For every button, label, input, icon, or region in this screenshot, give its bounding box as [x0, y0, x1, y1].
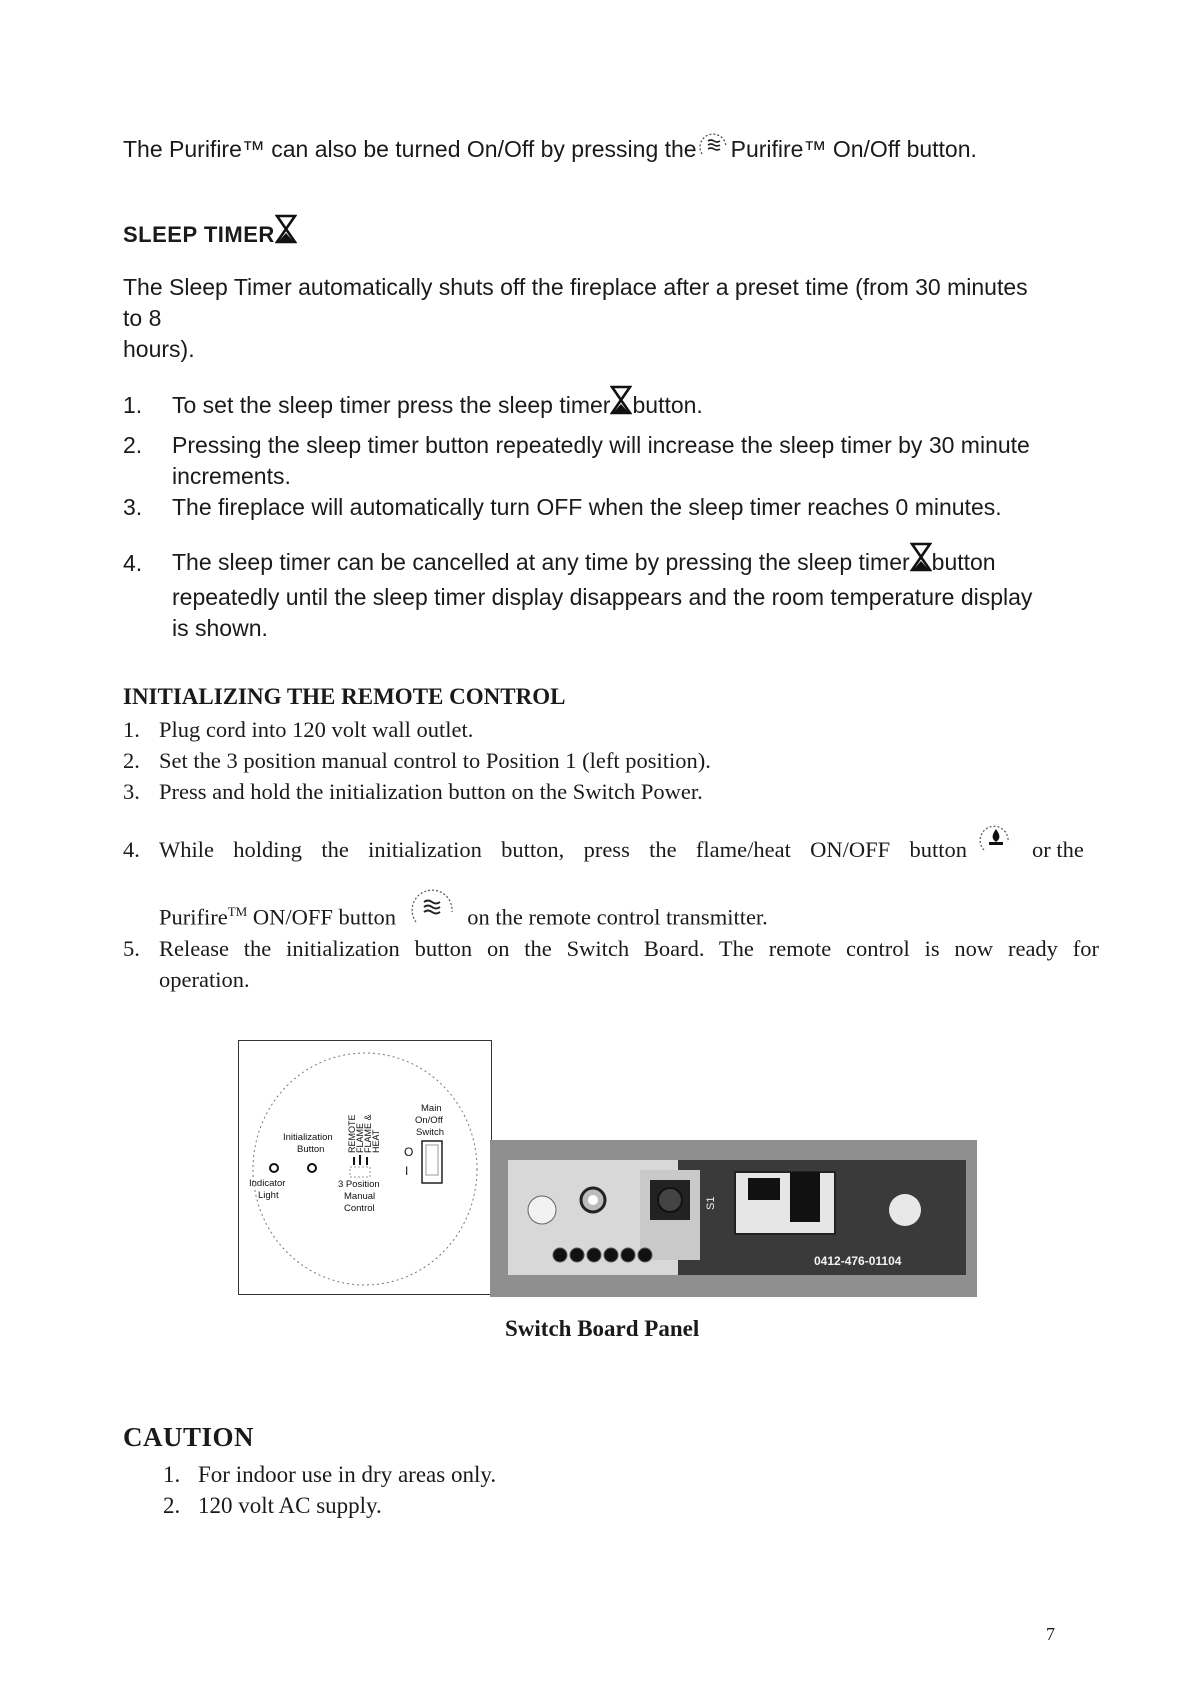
step-line-2 — [159, 896, 768, 933]
step-text-a: To set the sleep timer press the sleep timer — [172, 392, 611, 418]
slide-switch-knob — [748, 1178, 780, 1200]
main-switch-knob — [790, 1172, 820, 1222]
position-label-3: Control — [344, 1203, 375, 1214]
position-switch-outline — [350, 1167, 370, 1177]
step-text-b: button. — [632, 392, 703, 418]
step-number: 1. — [123, 717, 140, 742]
hourglass-icon — [275, 214, 297, 244]
step-text — [172, 544, 1102, 644]
init-button-label-1: Initialization — [283, 1132, 333, 1143]
step-line: repeatedly until the sleep timer display disappears and the room temperature display — [172, 584, 1033, 610]
purifire-line-after: Purifire™ On/Off button. — [730, 136, 977, 162]
step-line: Pressing the sleep timer button repeatedly will increase the sleep timer by 30 minute — [172, 432, 1030, 458]
remote-label: REMOTE — [347, 1114, 357, 1153]
indicator-label-1: Indicator — [249, 1178, 286, 1189]
position-label-1: 3 Position — [338, 1179, 380, 1190]
flame-heat-icon — [978, 820, 1014, 858]
caution-text: 120 volt AC supply. — [198, 1493, 382, 1518]
init-heading: INITIALIZING THE REMOTE CONTROL — [123, 684, 566, 709]
pin — [587, 1248, 601, 1262]
step-text: Set the 3 position manual control to Position 1 (left position). — [159, 748, 711, 773]
step-text — [159, 933, 1099, 995]
diagram-outline — [253, 1053, 477, 1285]
step-number: 2. — [123, 432, 143, 458]
step-line: is shown. — [172, 615, 268, 641]
main-switch-label-1: Main — [421, 1103, 442, 1114]
sleep-timer-heading — [123, 222, 297, 248]
init-button-circle — [308, 1164, 316, 1172]
step-text-b: button — [931, 549, 996, 575]
step-number: 1. — [123, 392, 143, 418]
caution-text: For indoor use in dry areas only. — [198, 1462, 497, 1487]
step-number: 3. — [123, 494, 143, 520]
step-number: 4. — [123, 837, 140, 862]
flame-label: FLAME — [355, 1122, 365, 1153]
sleep-desc-line: hours). — [123, 336, 195, 362]
main-switch-label-2: On/Off — [415, 1115, 443, 1126]
switch-o-label: O — [404, 1145, 414, 1159]
indicator-light-circle — [270, 1164, 278, 1172]
mount-hole — [528, 1196, 556, 1224]
purifire-icon — [408, 884, 460, 930]
step-line: operation. — [159, 967, 250, 992]
step-text — [159, 834, 967, 865]
sleep-timer-heading-text: SLEEP TIMER — [123, 222, 275, 247]
initialization-push-button — [658, 1188, 682, 1212]
position-switch-mark — [354, 1155, 367, 1165]
step-text — [172, 430, 1102, 492]
page-number: 7 — [1046, 1624, 1055, 1644]
pin — [570, 1248, 584, 1262]
step-number: 2. — [123, 748, 140, 773]
mount-hole-right — [889, 1194, 921, 1226]
figure-caption: Switch Board Panel — [505, 1316, 700, 1341]
caution-heading: CAUTION — [123, 1422, 255, 1452]
indicator-label-2: Light — [258, 1190, 279, 1201]
hourglass-icon — [910, 542, 932, 572]
position-label-2: Manual — [344, 1191, 376, 1202]
board-code: 0412-476-01104 — [814, 1254, 902, 1268]
hourglass-icon — [610, 385, 632, 415]
purifire-line-before: The Purifire™ can also be turned On/Off by pressing the — [123, 136, 697, 162]
main-switch-outline — [422, 1141, 442, 1183]
diagram-svg — [239, 1041, 491, 1294]
step-number: 3. — [123, 779, 140, 804]
caution-number: 1. — [163, 1462, 181, 1487]
purifire-icon — [697, 129, 731, 159]
heat-label: HEAT — [371, 1129, 381, 1153]
sleep-desc-line: to 8 — [123, 305, 162, 331]
step-text: Plug cord into 120 volt wall outlet. — [159, 717, 474, 742]
caution-number: 2. — [163, 1493, 181, 1518]
main-switch-slider — [426, 1145, 438, 1175]
step-line: Release the initialization button on the Switch Board. The remote control is now ready for — [159, 936, 1099, 961]
pin — [638, 1248, 652, 1262]
board-s1-label: S1 — [705, 1196, 717, 1210]
flame-heat-label: FLAME & — [363, 1114, 373, 1153]
step-line: While holding the initialization button, press the flame/heat ON/OFF button — [159, 837, 967, 862]
purifire-line — [123, 136, 977, 163]
pin — [604, 1248, 618, 1262]
switch-board-photo — [490, 1140, 977, 1297]
step-line-end: or the — [1032, 837, 1084, 862]
trademark: TM — [227, 904, 248, 919]
pin — [553, 1248, 567, 1262]
sleep-desc-line: The Sleep Timer automatically shuts off the fireplace after a preset time (from 30 minutes — [123, 274, 1028, 300]
step-number: 4. — [123, 550, 143, 576]
indicator-led-highlight — [588, 1195, 598, 1205]
step-text: Press and hold the initialization button on the Switch Power. — [159, 779, 703, 804]
step-line: increments. — [172, 463, 291, 489]
board-photo-svg — [490, 1140, 977, 1297]
step-text — [172, 390, 1102, 421]
step-text-a: The sleep timer can be cancelled at any time by pressing the sleep timer — [172, 549, 910, 575]
step-text: The fireplace will automatically turn OFF when the sleep timer reaches 0 minutes. — [172, 494, 1002, 520]
onoff-button-text: ON/OFF button — [252, 904, 397, 930]
pin — [621, 1248, 635, 1262]
step-text-c: on the remote control transmitter. — [467, 904, 768, 930]
main-switch-label-3: Switch — [416, 1127, 444, 1138]
init-button-label-2: Button — [297, 1144, 325, 1155]
step-number: 5. — [123, 936, 140, 961]
sleep-timer-description — [123, 272, 1093, 365]
switch-i-label: I — [405, 1164, 409, 1178]
purifire-word: Purifire — [159, 904, 228, 930]
init-step-4 — [0, 834, 1198, 934]
switch-board-diagram — [238, 1040, 492, 1295]
